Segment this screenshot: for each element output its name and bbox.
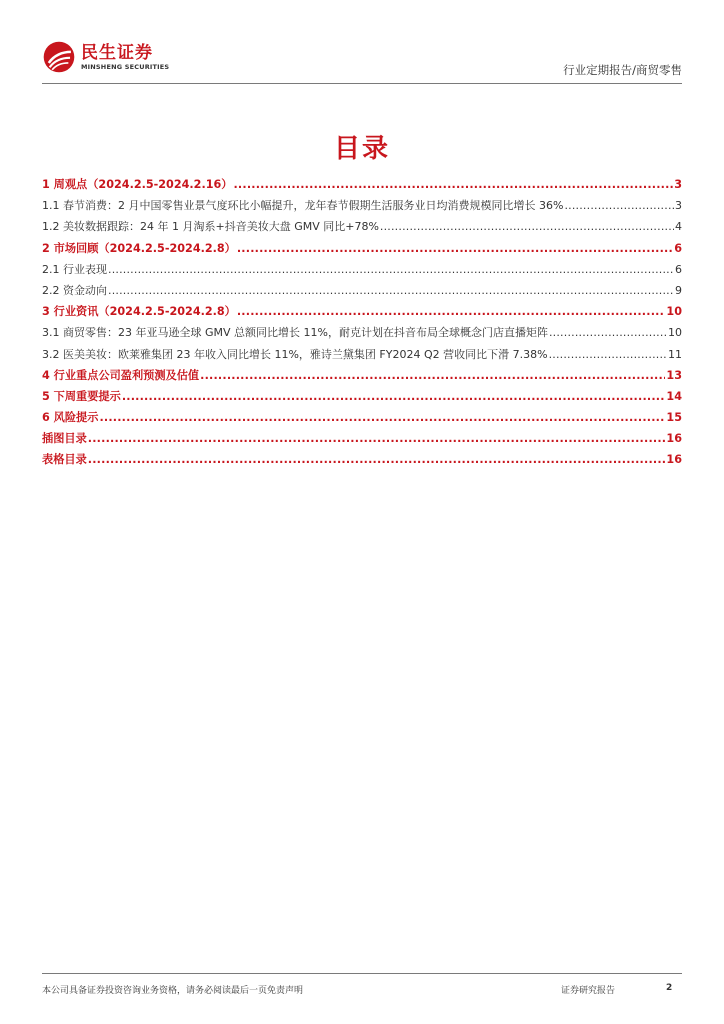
toc-entry-page[interactable]: 16	[666, 432, 682, 446]
toc-leader-dots	[564, 195, 674, 216]
toc-entry-title[interactable]: 1 周观点（2024.2.5-2024.2.16）	[42, 178, 233, 191]
toc-leader-dots	[237, 301, 666, 322]
toc-leader-dots	[108, 280, 674, 301]
toc-leader-dots	[122, 386, 666, 407]
toc-entry-page[interactable]: 10	[668, 326, 682, 340]
toc-entry-title[interactable]: 插图目录	[42, 432, 87, 446]
toc-entry[interactable]	[42, 365, 682, 386]
toc-entry-page[interactable]: 11	[668, 347, 682, 361]
toc-entry[interactable]	[42, 322, 682, 343]
toc-entry[interactable]	[42, 301, 682, 322]
toc-entry[interactable]	[42, 344, 682, 365]
toc-entry-title[interactable]: 2 市场回顾（2024.2.5-2024.2.8）	[42, 241, 236, 255]
toc-entry[interactable]	[42, 407, 682, 428]
logo-chinese-name: 民生证券	[81, 42, 153, 63]
toc-entry-page[interactable]: 9	[675, 283, 682, 297]
toc-entry-title[interactable]: 3.2 医美美妆：欧莱雅集团 23 年收入同比增长 11%，雅诗兰黛集团 FY2024 Q2 营收同比下滑 7.38%	[42, 347, 548, 361]
toc-entry-page[interactable]: 6	[674, 241, 682, 255]
toc-entry-title[interactable]: 6 风险提示	[42, 411, 99, 425]
footer-label: 证券研究报告	[561, 986, 616, 996]
toc-leader-dots	[88, 449, 666, 470]
toc-entry-page[interactable]: 4	[675, 220, 682, 234]
toc-entry[interactable]	[42, 195, 682, 216]
toc-entry[interactable]	[42, 386, 682, 407]
toc-entry-title[interactable]: 1.1 春节消费：2 月中国零售业景气度环比小幅提升，龙年春节假期生活服务业日均消费规模同比增长 36%	[42, 199, 564, 213]
toc-entry-title[interactable]: 5 下周重要提示	[42, 389, 121, 403]
toc-leader-dots	[88, 428, 666, 449]
toc-entry[interactable]	[42, 428, 682, 449]
toc-leader-dots	[549, 322, 667, 343]
toc-entry-title[interactable]: 3 行业资讯（2024.2.5-2024.2.8）	[42, 305, 236, 319]
minsheng-logo-icon	[42, 40, 76, 74]
header-divider	[42, 83, 682, 84]
toc-entry-title[interactable]: 2.2 资金动向	[42, 283, 107, 297]
page-header	[42, 40, 682, 82]
toc-leader-dots	[380, 216, 674, 237]
toc-entry-title[interactable]: 表格目录	[42, 453, 87, 467]
toc-leader-dots	[108, 259, 674, 280]
footer-disclaimer: 本公司具备证券投资咨询业务资格，请务必阅读最后一页免责声明	[42, 986, 304, 996]
toc-entry-page[interactable]: 3	[675, 199, 682, 213]
footer-divider	[42, 973, 682, 974]
page-title: 目录	[333, 134, 390, 164]
toc-entry-page[interactable]: 13	[666, 368, 682, 382]
toc-leader-dots	[99, 407, 665, 428]
toc-entry[interactable]	[42, 259, 682, 280]
toc-entry-title[interactable]: 3.1 商贸零售：23 年亚马逊全球 GMV 总额同比增长 11%，耐克计划在抖音布局全球概念门店直播矩阵	[42, 326, 548, 340]
toc-entry-page[interactable]: 10	[666, 305, 682, 319]
toc-entry[interactable]	[42, 280, 682, 301]
toc-entry-title[interactable]: 2.1 行业表现	[42, 262, 107, 276]
toc-entry[interactable]	[42, 238, 682, 259]
toc-entry-title[interactable]: 1.2 美妆数据跟踪：24 年 1 月淘系+抖音美妆大盘 GMV 同比+78%	[42, 220, 379, 234]
table-of-contents	[42, 174, 682, 471]
toc-leader-dots	[233, 174, 673, 195]
page-number: 2	[666, 983, 673, 993]
toc-entry-page[interactable]: 3	[674, 178, 682, 191]
toc-entry-page[interactable]: 16	[666, 453, 682, 467]
toc-entry-page[interactable]: 15	[666, 411, 682, 425]
toc-leader-dots	[200, 365, 665, 386]
toc-entry[interactable]	[42, 449, 682, 470]
logo-english-name: MINSHENG SECURITIES	[81, 62, 170, 71]
toc-entry[interactable]	[42, 174, 682, 195]
toc-entry-page[interactable]: 14	[666, 389, 682, 403]
company-logo	[42, 40, 169, 74]
toc-entry-page[interactable]: 6	[675, 262, 682, 276]
toc-entry[interactable]	[42, 216, 682, 237]
toc-leader-dots	[549, 344, 667, 365]
toc-entry-title[interactable]: 4 行业重点公司盈利预测及估值	[42, 368, 200, 382]
report-category: 行业定期报告/商贸零售	[563, 63, 682, 77]
toc-leader-dots	[237, 238, 673, 259]
